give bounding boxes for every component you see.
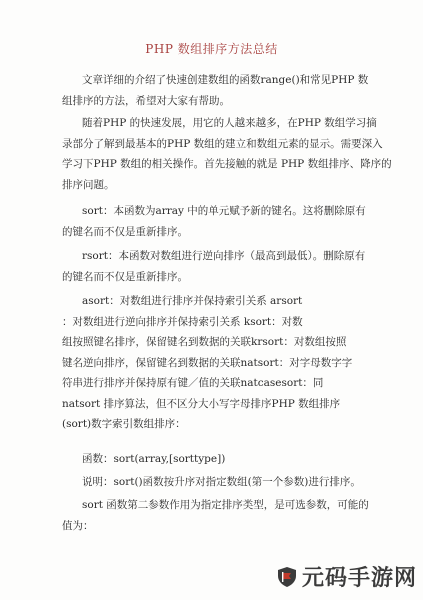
text-line: 学习下PHP 数组的相关操作。首先接触的就是 PHP 数组排序、降序的: [62, 158, 392, 170]
text-line: (sort)数字索引数组排序：: [62, 418, 186, 430]
text-line: 的键名而不仅是重新排序。: [62, 225, 188, 238]
paragraph-sort: [62, 201, 365, 242]
text-line: ：对数组进行逆向排序并保持索引关系 ksort：对数: [62, 315, 303, 328]
text-line: 录部分了解到最基本的PHP 数组的建立和数组元素的显示。需要深入: [62, 137, 383, 150]
text-line: 组按照键名排序，保留键名到数据的关联krsort：对数组按照: [62, 336, 347, 348]
paragraph-intro: [62, 70, 369, 111]
paragraph-rsort: [62, 246, 365, 287]
text-line: sort：本函数为array 中的单元赋予新的键名。这将删除原有: [82, 205, 366, 217]
text-line: rsort：本函数对数组进行逆向排序（最高到最低）。删除原有: [82, 250, 366, 262]
text-line: 函数：sort(array,[sorttype]): [82, 453, 226, 465]
text-line: natsort 排序算法，但不区分大小写字母排序PHP 数组排序: [62, 397, 341, 410]
text-line: 说明：sort()函数按升序对指定数组(第一个参数)进行排序。: [82, 476, 361, 488]
paragraph-background: [62, 113, 392, 195]
paragraph-function: [62, 449, 365, 470]
paragraph-sorttype: [62, 495, 369, 536]
text-line: 符串进行排序并保持原有键／值的关联natcasesort：同: [62, 377, 324, 389]
text-line: 的键名而不仅是重新排序。: [62, 270, 188, 283]
document-title: PHP 数组排序方法总结: [145, 42, 278, 56]
text-line: asort：对数组进行排序并保持索引关系 arsort: [82, 295, 303, 307]
text-line: 排序问题。: [62, 178, 115, 191]
text-line: 随着PHP 的快速发展，用它的人越来越多，在PHP 数组学习摘: [82, 117, 377, 129]
paragraph-description: [62, 472, 365, 493]
text-line: 值为：: [62, 519, 94, 532]
text-line: 文章详细的介绍了快速创建数组的函数range()和常见PHP 数: [82, 74, 369, 86]
text-line: 组排序的方法，希望对大家有帮助。: [62, 94, 230, 107]
text-line: 键名逆向排序，保留键名到数据的关联natsort：对字母数字字: [62, 356, 353, 369]
site-watermark: [276, 561, 417, 592]
paragraph-asort: [62, 291, 365, 435]
text-line: sort 函数第二参数作用为指定排序类型，是可选参数，可能的: [82, 499, 369, 511]
shield-flag-icon: [276, 566, 298, 588]
watermark-text: 元码手游网: [301, 566, 417, 591]
